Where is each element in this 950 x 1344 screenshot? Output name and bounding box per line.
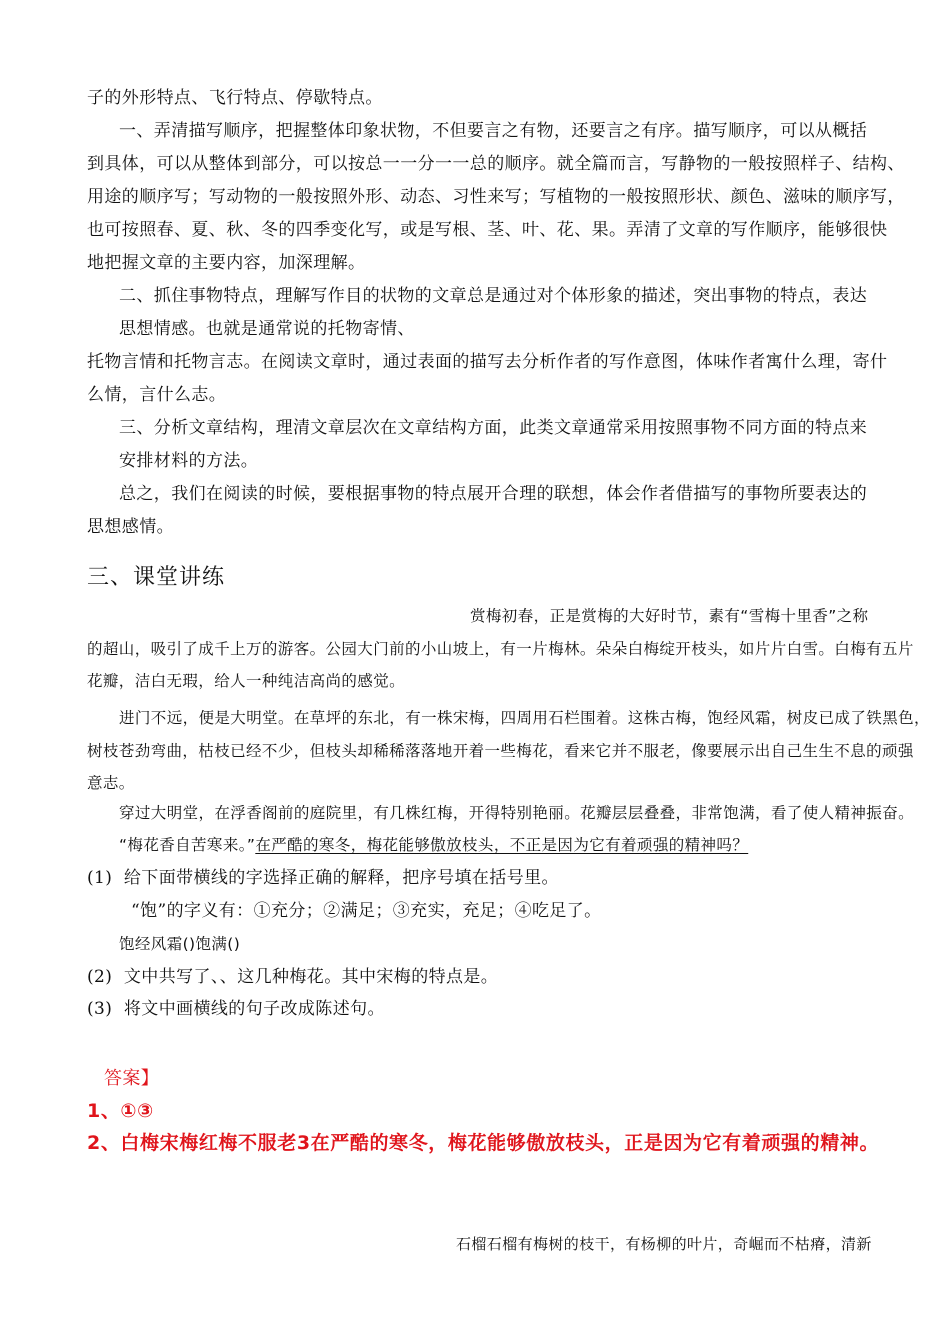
text-line: 托物言情和托物言志。在阅读文章时，通过表面的描写去分析作者的写作意图，体味作者寓什么理，寄什	[87, 352, 888, 372]
question-2	[87, 965, 498, 989]
question-text: 将文中画横线的句子改成陈述句。	[123, 999, 385, 1019]
answer-1: 1、①③	[87, 1100, 154, 1122]
question-number: (2)	[87, 967, 113, 987]
text-line: 地把握文章的主要内容，加深理解。	[87, 253, 366, 273]
text-line: 也可按照春、夏、秋、冬的四季变化写，或是写根、茎、叶、花、果。弄清了文章的写作顺序，能够很快	[87, 220, 888, 240]
passage-line: 进门不远，便是大明堂。在草坪的东北，有一株宋梅，四周用石栏围着。这株古梅，饱经风霜，树皮已成了铁黑色，	[119, 709, 930, 727]
text-line: 到具体，可以从整体到部分，可以按总一一分一一总的顺序。就全篇而言，写静物的一般按照样子、结构、	[87, 154, 905, 174]
passage-line: 穿过大明堂，在浮香阁前的庭院里，有几株红梅，开得特别艳丽。花瓣层层叠叠，非常饱满，看了使人精神振奋。	[119, 804, 915, 822]
question-1	[87, 866, 559, 890]
section-title: 三、课堂讲练	[87, 565, 226, 590]
text-line: 三、分析文章结构，理清文章层次在文章结构方面，此类文章通常采用按照事物不同方面的特点来	[119, 418, 868, 438]
answer-label: 答案】	[104, 1068, 160, 1089]
question-text: 文中共写了、、这几种梅花。其中宋梅的特点是。	[123, 967, 499, 987]
question-number: (3)	[87, 999, 113, 1019]
quote-text: “梅花香自苦寒来。”	[119, 836, 256, 854]
question-3	[87, 997, 385, 1021]
answer-2: 2、白梅宋梅红梅不服老3在严酷的寒冬，梅花能够傲放枝头，正是因为它有着顽强的精神。	[87, 1132, 880, 1154]
text-line: 子的外形特点、飞行特点、停歇特点。	[87, 88, 383, 108]
text-line: 思想感情。	[87, 517, 174, 537]
text-line: 二、抓住事物特点，理解写作目的状物的文章总是通过对个体形象的描述，突出事物的特点，表达	[119, 286, 868, 306]
passage-line: 树枝苍劲弯曲，枯枝已经不少，但枝头却稀稀落落地开着一些梅花，看来它并不服老，像要展示出自己生生不息的顽强	[87, 742, 914, 760]
question-text: 给下面带横线的字选择正确的解释，把序号填在括号里。	[123, 868, 559, 888]
text-line: 么情，言什么志。	[87, 385, 227, 405]
text-line: 一、弄清描写顺序，把握整体印象状物，不但要言之有物，还要言之有序。描写顺序，可以从概括	[119, 121, 868, 141]
question-1-meanings: “饱”的字义有：①充分；②满足；③充实，充足；④吃足了。	[131, 901, 602, 921]
underlined-sentence: 在严酷的寒冬，梅花能够傲放枝头，不正是因为它有着顽强的精神吗？	[255, 836, 749, 854]
question-number: (1)	[87, 868, 113, 888]
text-line: 用途的顺序写；写动物的一般按照外形、动态、习性来写；写植物的一般按照形状、颜色、滋味的顺序写，	[87, 187, 905, 207]
question-1-blanks: 饱经风霜()饱满()	[119, 935, 241, 953]
passage-line	[119, 833, 748, 857]
passage-line: 花瓣，洁白无瑕，给人一种纯洁高尚的感觉。	[87, 672, 406, 690]
text-line: 思想情感。也就是通常说的托物寄情、	[119, 319, 415, 339]
passage-line: 赏梅初春，正是赏梅的大好时节，素有“雪梅十里香”之称	[470, 607, 869, 625]
passage-line: 意志。	[87, 774, 135, 792]
passage-line: 的超山，吸引了成千上万的游客。公园大门前的小山坡上，有一片梅林。朵朵白梅绽开枝头，如片片白雪。白梅有五片	[87, 640, 914, 658]
text-line: 安排材料的方法。	[119, 451, 259, 471]
next-passage-line: 石榴石榴有梅树的枝干，有杨柳的叶片，奇崛而不枯瘠，清新	[456, 1235, 872, 1253]
text-line: 总之，我们在阅读的时候，要根据事物的特点展开合理的联想，体会作者借描写的事物所要表达的	[119, 484, 868, 504]
